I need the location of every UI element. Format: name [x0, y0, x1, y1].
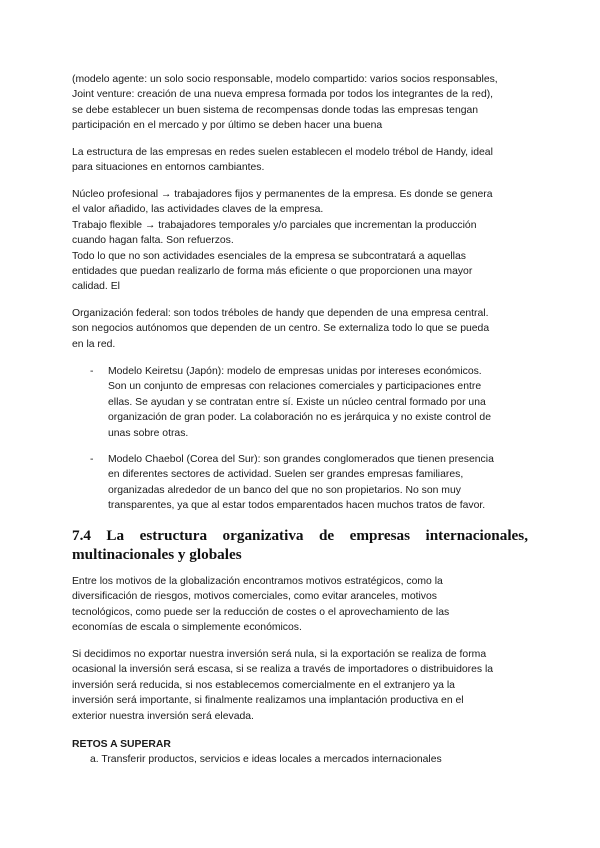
text-line: inversión será importante, si finalmente realizamos una implantación productiva en el	[72, 695, 464, 707]
text-line: participación en el mercado y por último se deben hacer una buena	[72, 120, 383, 132]
heading-word: La	[106, 527, 125, 544]
text-line: ellas. Se ayudan y se contratan entre sí. Existe un núcleo central formado por una	[108, 396, 486, 408]
text-line: entidades que puedan realizarlo de forma más eficiente o que proporcionen una mayor	[72, 266, 473, 278]
bullet-dash: -	[90, 454, 94, 465]
text-line: unas sobre otras.	[108, 427, 189, 439]
text-line: cuando hagan falta. Son refuerzos.	[72, 235, 234, 247]
text-line: el valor añadido, las actividades claves de la empresa.	[72, 204, 324, 216]
heading-word: 7.4	[72, 527, 91, 544]
bullet-chaebol	[108, 452, 528, 514]
text-line: Modelo Keiretsu (Japón): modelo de empresas unidas por intereses económicos.	[108, 366, 482, 377]
retos-heading: RETOS A SUPERAR	[72, 739, 171, 750]
text-line: Entre los motivos de la globalización encontramos motivos estratégicos, como la	[72, 576, 443, 587]
bullet-dash: -	[90, 366, 94, 377]
paragraph-inversion	[72, 647, 528, 724]
section-heading	[72, 526, 528, 564]
text-line: son negocios autónomos que dependen de un centro. Se externaliza todo lo que se pueda	[72, 323, 490, 335]
text-line: Todo lo que no son actividades esenciales de la empresa se subcontratará a aquellas	[72, 250, 466, 262]
retos-list-item: a. Transferir productos, servicios e ideas locales a mercados internacionales	[90, 754, 442, 765]
text-line: (modelo agente: un solo socio responsable, modelo compartido: varios socios responsables,	[72, 74, 498, 85]
heading-line-2: multinacionales y globales	[72, 546, 242, 563]
text-line: organización de gran poder. La colaboración no es jerárquica y no existe control de	[108, 412, 491, 424]
text-line: en la red.	[72, 338, 116, 350]
text-line: ocasional la inversión será escasa, si se realiza a través de importadores o distribuidores la	[72, 664, 494, 676]
paragraph-nucleo-profesional	[72, 187, 528, 295]
text-line: para situaciones en entornos cambiantes.	[72, 162, 265, 174]
text-line: diversificación de riesgos, motivos comerciales, como evitar aranceles, motivos	[72, 591, 437, 603]
bullet-keiretsu	[108, 364, 528, 441]
heading-word: internacionales,	[425, 527, 528, 544]
text-line: economías de escala o simplemente económicos.	[72, 622, 302, 634]
text-line: Modelo Chaebol (Corea del Sur): son grandes conglomerados que tienen presencia	[108, 454, 494, 465]
text-line: en diferentes sectores de actividad. Suelen ser grandes empresas familiares,	[108, 469, 464, 481]
text-line: Trabajo flexible → trabajadores temporales y/o parciales que incrementan la producción	[72, 219, 477, 231]
heading-word: empresas	[349, 527, 411, 544]
text-line: tecnológicos, como puede ser la reducción de costes o el aprovechamiento de las	[72, 606, 450, 618]
text-line: Organización federal: son todos tréboles de handy que dependen de una empresa central.	[72, 308, 489, 319]
text-line: Joint venture: creación de una nueva empresa formada por todos los integrantes de la red),	[72, 89, 494, 101]
text-line: exterior nuestra inversión será elevada.	[72, 710, 254, 722]
text-line: Son un conjunto de empresas con relaciones comerciales y participaciones entre	[108, 381, 482, 393]
text-line: transparentes, ya que al estar todos emparentados hacen muchos tratos de favor.	[108, 500, 486, 512]
text-line: La estructura de las empresas en redes suelen establecen el modelo trébol de Handy, ideal	[72, 147, 493, 158]
text-line: calidad. El	[72, 281, 120, 293]
text-line: Núcleo profesional → trabajadores fijos y permanentes de la empresa. Es donde se genera	[72, 189, 493, 200]
paragraph-organizacion-federal	[72, 306, 528, 352]
paragraph-trebol-handy	[72, 145, 528, 176]
heading-line-1	[72, 526, 528, 545]
text-line: inversión será reducida, si nos establecemos comercialmente en el extranjero ya la	[72, 679, 455, 691]
text-line: organizadas alrededor de un banco del que no son propietarios. No son muy	[108, 484, 461, 496]
heading-word: organizativa	[222, 527, 304, 544]
paragraph-modelos-red	[72, 72, 528, 134]
text-line: Si decidimos no exportar nuestra inversión será nula, si la exportación se realiza de forma	[72, 649, 487, 660]
heading-word: de	[318, 527, 335, 544]
paragraph-motivos-globalizacion	[72, 574, 528, 636]
text-line: se debe establecer un buen sistema de recompensas donde todas las empresas tengan	[72, 104, 479, 116]
heading-word: estructura	[139, 527, 208, 544]
